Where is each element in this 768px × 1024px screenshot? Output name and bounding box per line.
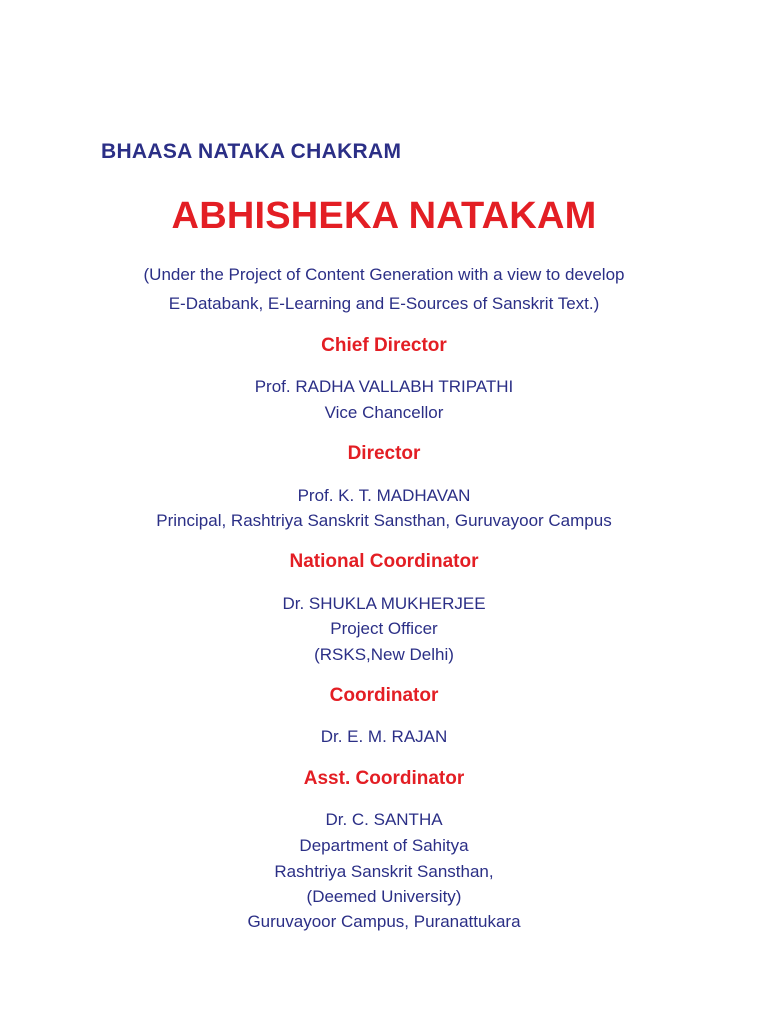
- chief-director-role: Vice Chancellor: [324, 403, 444, 422]
- asst-coordinator-line-1: Department of Sahitya: [299, 836, 469, 855]
- coordinator-heading: Coordinator: [329, 685, 439, 706]
- asst-coordinator-line-2: Rashtriya Sanskrit Sansthan,: [274, 862, 494, 881]
- subtitle-line-1: (Under the Project of Content Generation with a view to develop: [143, 265, 625, 284]
- asst-coordinator-line-3: (Deemed University): [306, 887, 462, 906]
- coordinator-name: Dr. E. M. RAJAN: [320, 727, 448, 746]
- series-title: BHAASA NATAKA CHAKRAM: [101, 140, 402, 163]
- asst-coordinator-line-4: Guruvayoor Campus, Puranattukara: [247, 912, 521, 931]
- director-name: Prof. K. T. MADHAVAN: [297, 486, 471, 505]
- national-coordinator-role: Project Officer: [330, 619, 438, 638]
- asst-coordinator-heading: Asst. Coordinator: [303, 768, 465, 789]
- national-coordinator-name: Dr. SHUKLA MUKHERJEE: [282, 594, 486, 613]
- subtitle-line-2: E-Databank, E-Learning and E-Sources of Sanskrit Text.): [168, 294, 600, 313]
- chief-director-heading: Chief Director: [321, 335, 447, 356]
- national-coordinator-heading: National Coordinator: [289, 551, 479, 572]
- national-coordinator-org: (RSKS,New Delhi): [314, 645, 454, 664]
- director-heading: Director: [347, 443, 421, 464]
- chief-director-name: Prof. RADHA VALLABH TRIPATHI: [254, 377, 514, 396]
- page-title: ABHISHEKA NATAKAM: [171, 195, 597, 237]
- asst-coordinator-name: Dr. C. SANTHA: [325, 810, 443, 829]
- director-role: Principal, Rashtriya Sanskrit Sansthan, Guruvayoor Campus: [156, 511, 612, 530]
